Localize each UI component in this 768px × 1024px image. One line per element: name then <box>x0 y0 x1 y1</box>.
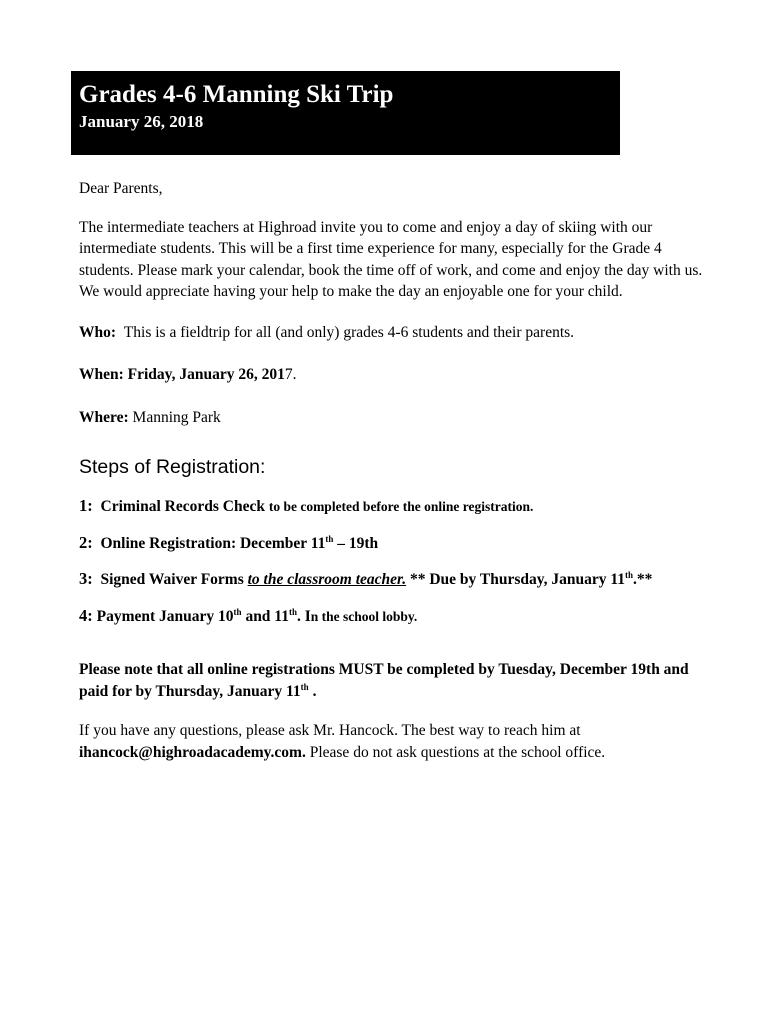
when-bold-end: 7 <box>284 366 293 383</box>
registration-note <box>79 659 719 702</box>
letter-body <box>79 178 719 763</box>
greeting: Dear Parents, <box>79 180 163 197</box>
step-2-sup: th <box>325 533 334 544</box>
step-3-text-a: Signed Waiver Forms <box>100 571 248 588</box>
note-text-b: . <box>308 682 317 700</box>
contact-text-b: Please do not ask questions at the school office. <box>305 743 606 761</box>
document-title: Grades 4-6 Manning Ski Trip <box>79 81 394 108</box>
step-2-text-a: Online Registration: December 11 <box>100 534 326 552</box>
step-4-sup-b: th <box>288 606 297 617</box>
step-1-title: Criminal Records Check <box>100 498 265 515</box>
who-line <box>79 322 719 344</box>
step-3 <box>79 568 719 591</box>
where-label: Where: <box>79 408 129 426</box>
who-text: This is a fieldtrip for all (and only) grades 4-6 students and their parents. <box>123 323 575 341</box>
step-1-number: 1: <box>79 496 93 515</box>
step-4-text <box>97 608 418 625</box>
note-sup: th <box>300 681 309 692</box>
step-4-text-a: Payment January 10 <box>96 607 234 625</box>
contact-text-a: If you have any questions, please ask Mr. Hancock. The best way to reach him at <box>79 722 581 739</box>
intro-paragraph: The intermediate teachers at Highroad invite you to come and enjoy a day of skiing with our intermediate students. This will be a first time experience for many, especially for the Grade 4 students. Please mark your calendar, book the time off of work, and come and enjoy the day with us. We would appreciate having your help to make the day an enjoyable one for your child. <box>79 218 703 300</box>
title-banner <box>71 71 620 155</box>
step-1 <box>79 495 719 518</box>
step-2-text <box>101 535 379 552</box>
step-1-detail: to be completed before the online registration. <box>268 499 534 514</box>
step-3-text-c: .** <box>633 571 653 588</box>
who-label: Who: <box>79 323 117 341</box>
document-date: January 26, 2018 <box>79 112 204 131</box>
when-end: . <box>292 366 297 383</box>
step-4-number: 4: <box>79 605 93 625</box>
step-3-number: 3: <box>79 569 93 588</box>
step-4 <box>79 605 719 628</box>
step-2-text-b: – 19th <box>333 534 379 552</box>
when-label: When: Friday, January 26, 201 <box>79 366 285 383</box>
step-3-text <box>101 571 653 588</box>
steps-heading: Steps of Registration: <box>79 456 266 478</box>
step-3-text-b: ** Due by Thursday, January 11 <box>406 571 626 588</box>
where-text: Manning Park <box>132 408 221 426</box>
where-line <box>79 407 719 429</box>
contact-paragraph <box>79 720 719 763</box>
note-text-a: Please note that all online registrations MUST be completed by Tuesday, December 19th and paid for by Thursday, January 11 <box>79 661 689 700</box>
step-2-number: 2: <box>79 532 93 552</box>
step-3-underlined: to the classroom teacher. <box>247 571 407 588</box>
step-3-sup: th <box>625 569 634 580</box>
step-2 <box>79 532 719 555</box>
when-line <box>79 364 719 386</box>
step-4-sup-a: th <box>233 606 242 617</box>
step-4-detail: n the school lobby. <box>310 608 418 624</box>
contact-email[interactable]: ihancock@highroadacademy.com. <box>79 743 306 761</box>
step-4-text-b: and 11 <box>241 607 289 625</box>
step-4-text-c: . I <box>296 607 311 625</box>
